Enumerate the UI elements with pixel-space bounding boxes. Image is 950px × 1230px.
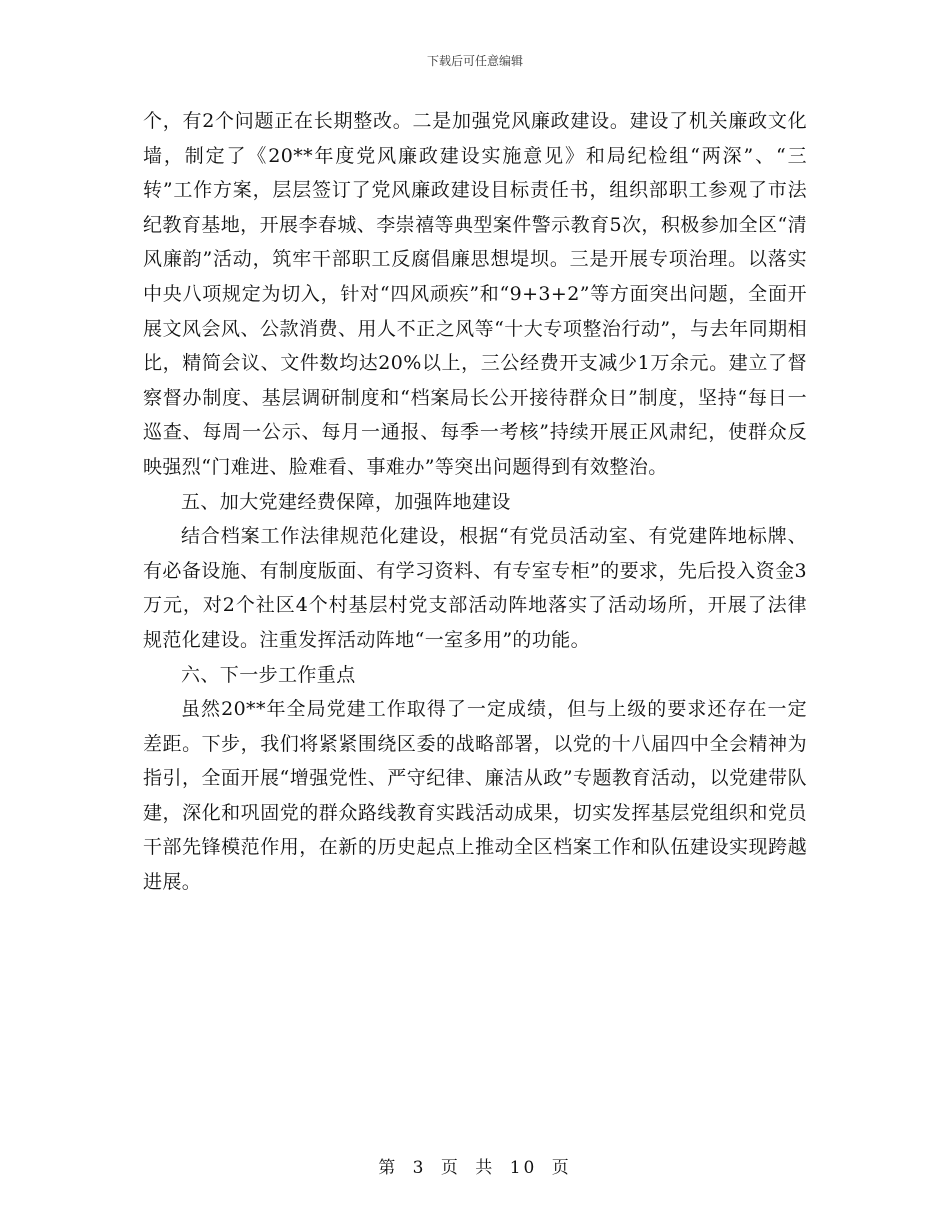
document-body: [143, 104, 807, 900]
paragraph-position-building: 结合档案工作法律规范化建设，根据“有党员活动室、有党建阵地标牌、有必备设施、有制度版面、有学习资料、有专室专柜”的要求，先后投入资金3万元，对2个社区4个村基层村党支部活动阵地落实了活动场所，开展了法律规范化建设。注重发挥活动阵地“一室多用”的功能。: [143, 525, 807, 651]
page-number-footer: 第 3 页 共 10 页: [378, 1158, 572, 1178]
paragraph-continuation: 个，有2个问题正在长期整改。二是加强党风廉政建设。建设了机关廉政文化墙，制定了《20**年度党风廉政建设实施意见》和局纪检组“两深”、“三转”工作方案，层层签订了党风廉政建设目标责任书，组织部职工参观了市法纪教育基地，开展李春城、李崇禧等典型案件警示教育5次，积极参加全区“清风廉韵”活动，筑牢干部职工反腐倡廉思想堤坝。三是开展专项治理。以落实中央八项规定为切入，针对“四风顽疾”和“9+3+2”等方面突出问题，全面开展文风会风、公款消费、用人不正之风等“十大专项整治行动”，与去年同期相比，精简会议、文件数均达20%以上，三公经费开支减少1万余元。建立了督察督办制度、基层调研制度和“档案局长公开接待群众日”制度，坚持“每日一巡查、每周一公示、每月一通报、每季一考核”持续开展正风肃纪，使群众反映强烈“门难进、脸难看、事难办”等突出问题得到有效整治。: [143, 110, 807, 478]
section-heading-five: 五、加大党建经费保障，加强阵地建设: [181, 490, 511, 513]
section-heading-six: 六、下一步工作重点: [181, 663, 356, 686]
header-note: 下载后可任意编辑: [426, 54, 523, 68]
paragraph-next-steps: 虽然20**年全局党建工作取得了一定成绩，但与上级的要求还存在一定差距。下步，我们将紧紧围绕区委的战略部署，以党的十八届四中全会精神为指引，全面开展“增强党性、严守纪律、廉洁从政”专题教育活动，以党建带队建，深化和巩固党的群众路线教育实践活动成果，切实发挥基层党组织和党员干部先锋模范作用，在新的历史起点上推动全区档案工作和队伍建设实现跨越进展。: [143, 698, 807, 894]
